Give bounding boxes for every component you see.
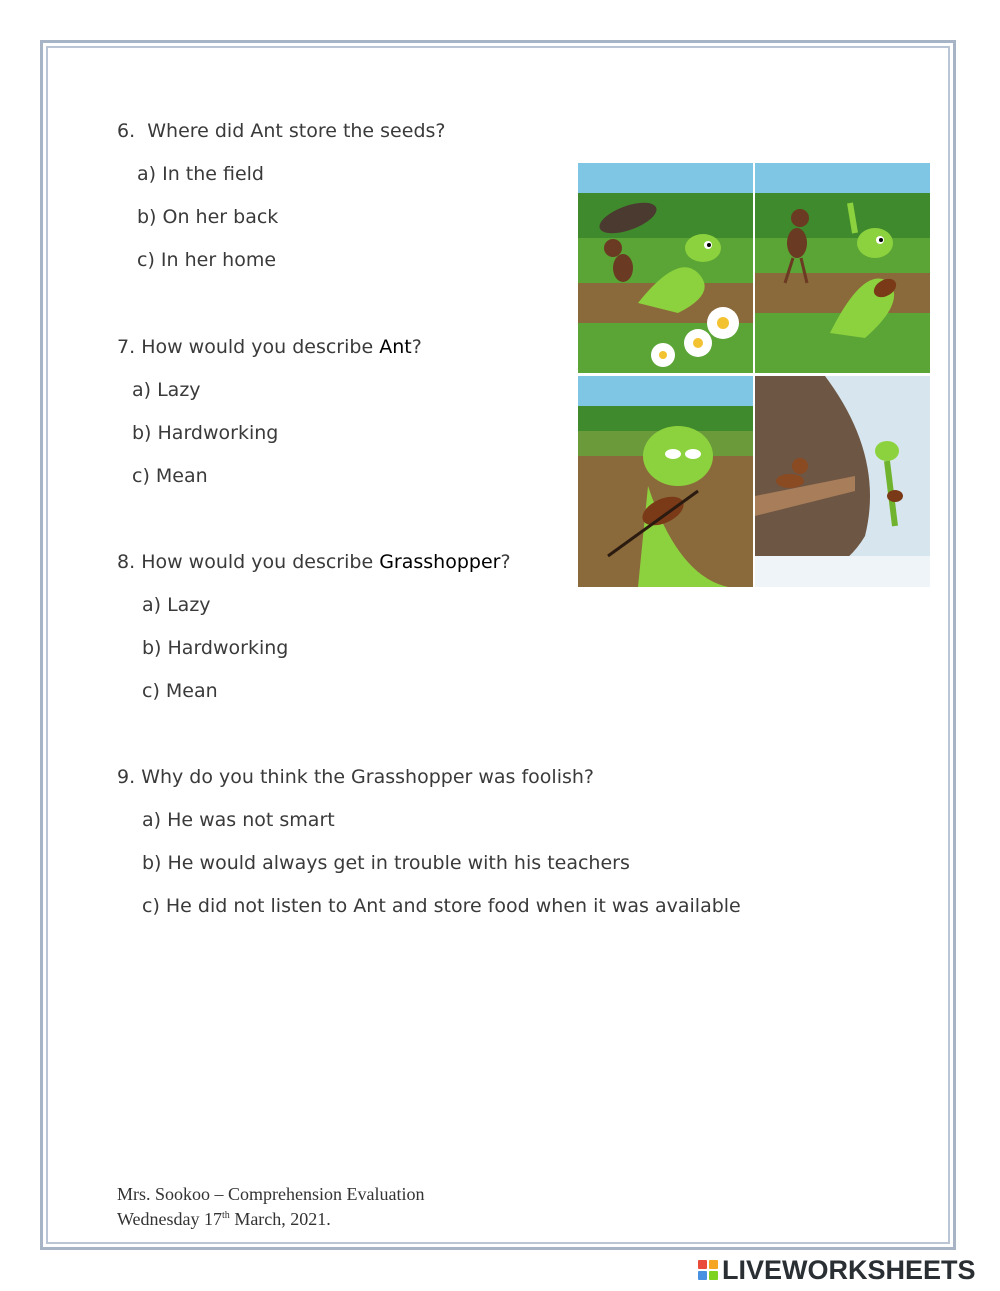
question-text: Where did Ant store the seeds?: [147, 120, 446, 142]
panel-grasshopper-violin: [578, 376, 753, 587]
footer-date-line: [117, 1209, 331, 1230]
footer-date-rest: March, 2021.: [229, 1209, 331, 1229]
panel-grasshopper-waving: [755, 163, 930, 373]
panel-winter-scene: [755, 376, 930, 587]
question-punct: ?: [500, 551, 511, 573]
logo-cube: [709, 1260, 718, 1269]
question-6: [117, 120, 445, 142]
q8-option-a[interactable]: a) Lazy: [142, 594, 211, 616]
footer-teacher-line: Mrs. Sookoo – Comprehension Evaluation: [117, 1184, 425, 1204]
question-number: 7.: [117, 336, 136, 358]
question-9: [117, 766, 594, 788]
q7-option-c[interactable]: c) Mean: [132, 465, 208, 487]
q8-option-c[interactable]: c) Mean: [142, 680, 218, 702]
logo-cubes-icon: [698, 1260, 718, 1280]
q7-option-a[interactable]: a) Lazy: [132, 379, 201, 401]
logo-cube: [709, 1271, 718, 1280]
question-number: 8.: [117, 551, 136, 573]
question-7: [117, 336, 422, 358]
q6-option-c[interactable]: c) In her home: [137, 249, 277, 271]
question-punct: ?: [411, 336, 422, 358]
question-text: How would you describe: [141, 551, 380, 573]
q9-option-c[interactable]: c) He did not listen to Ant and store food when it was available: [142, 895, 741, 917]
story-illustration: [578, 163, 930, 587]
panel-ant-carrying-seed: [578, 163, 753, 373]
question-8: [117, 551, 511, 573]
question-number: 6.: [117, 120, 136, 142]
footer-date-text: Wednesday 17: [117, 1209, 223, 1229]
logo-cube: [698, 1271, 707, 1280]
q9-option-a[interactable]: a) He was not smart: [142, 809, 335, 831]
question-keyword: Grasshopper: [379, 551, 501, 573]
q8-option-b[interactable]: b) Hardworking: [142, 637, 289, 659]
q6-option-a[interactable]: a) In the field: [137, 163, 264, 185]
q6-option-b[interactable]: b) On her back: [137, 206, 279, 228]
logo-cube: [698, 1260, 707, 1269]
q9-option-b[interactable]: b) He would always get in trouble with his teachers: [142, 852, 630, 874]
question-text: How would you describe: [141, 336, 380, 358]
question-number: 9.: [117, 766, 136, 788]
q7-option-b[interactable]: b) Hardworking: [132, 422, 279, 444]
liveworksheets-logo: [698, 1256, 976, 1284]
question-keyword: Ant: [379, 336, 412, 358]
footer-date-suffix: th: [222, 1210, 230, 1221]
logo-text: LIVEWORKSHEETS: [722, 1254, 976, 1285]
question-text: Why do you think the Grasshopper was foolish?: [141, 766, 594, 788]
